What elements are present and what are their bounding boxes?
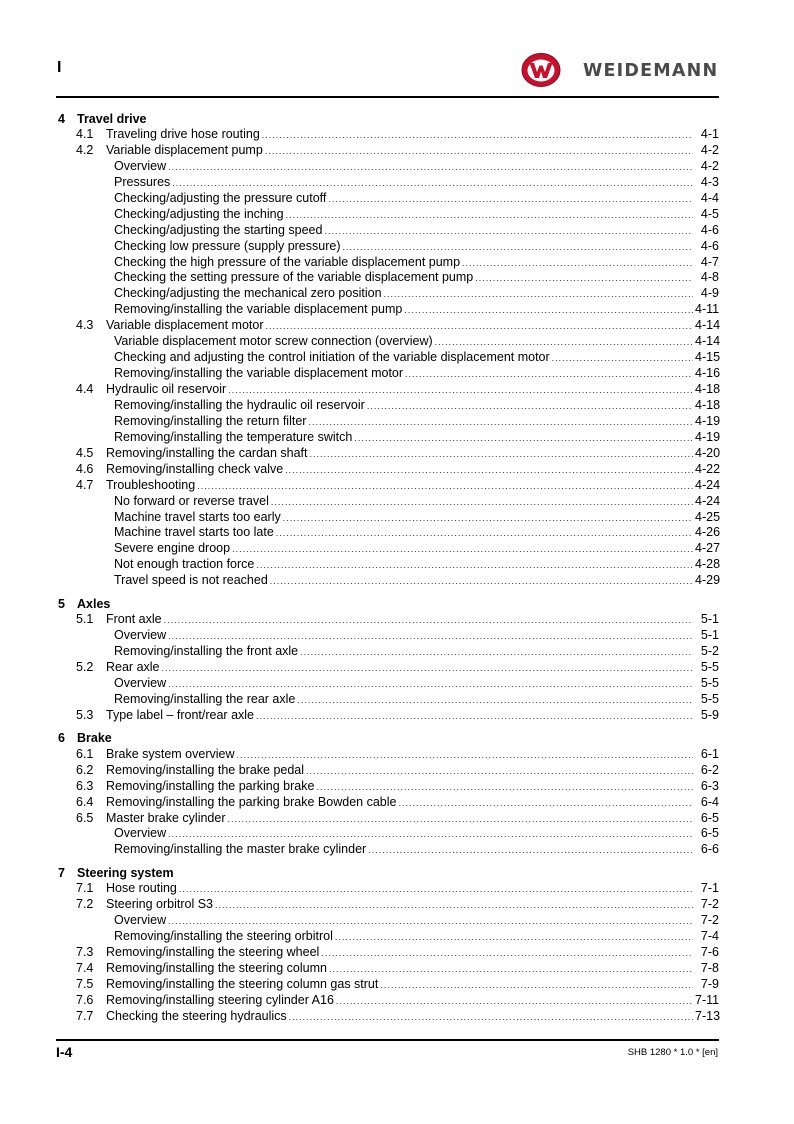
section-number: 4.5 [76, 445, 94, 460]
entry-page: 6-5 [700, 826, 719, 841]
entry-page: 7-11 [695, 992, 720, 1007]
chapter-heading[interactable] [56, 595, 720, 612]
toc-entry[interactable] [56, 660, 720, 676]
section-number: 5.2 [76, 660, 94, 674]
entry-title: Removing/installing the return filter [114, 413, 307, 428]
dot-leader [342, 240, 693, 256]
toc-entry[interactable] [56, 414, 720, 430]
toc-entry[interactable] [56, 795, 720, 811]
entry-page: 4-28 [695, 557, 721, 572]
entry-page: 4-4 [700, 190, 719, 205]
dot-leader [286, 208, 693, 224]
document-reference: SHB 1280 * 1.0 * [en] [627, 1047, 718, 1058]
dot-leader [405, 367, 693, 383]
entry-page: 4-29 [695, 573, 721, 588]
toc-entry[interactable] [56, 708, 720, 724]
toc-entry[interactable] [56, 159, 720, 175]
section-number: 6.2 [76, 762, 94, 777]
entry-title: Checking low pressure (supply pressure) [114, 238, 341, 253]
section-number: 6.3 [76, 778, 94, 793]
dot-leader [285, 463, 693, 479]
dot-leader [168, 914, 693, 930]
dot-leader [475, 271, 693, 287]
toc-entry[interactable] [56, 961, 720, 977]
dot-leader [262, 128, 693, 144]
weidemann-logo-icon [521, 52, 561, 88]
chapter-number: 6 [58, 731, 65, 746]
entry-page: 4-19 [695, 429, 721, 444]
dot-leader [265, 319, 693, 335]
entry-title: Removing/installing the parking brake [106, 778, 315, 793]
chapter-heading[interactable] [56, 110, 720, 127]
toc-chapter [56, 864, 720, 1024]
toc-entry[interactable] [56, 286, 720, 302]
entry-title: Pressures [114, 174, 171, 189]
dot-leader [552, 351, 693, 367]
section-number: 7.3 [76, 945, 94, 960]
entry-page: 6-2 [700, 762, 719, 777]
toc-entry[interactable] [56, 929, 720, 945]
section-number: 6.1 [76, 746, 94, 761]
entry-page: 4-18 [695, 397, 721, 412]
table-of-contents [56, 110, 720, 1031]
dot-leader [228, 383, 693, 399]
toc-entry[interactable] [56, 747, 720, 763]
entry-title: Removing/installing the temperature switch [114, 429, 353, 444]
chapter-heading[interactable] [56, 864, 720, 881]
section-letter: I [57, 59, 62, 76]
dot-leader [179, 882, 693, 898]
entry-page: 4-2 [700, 158, 719, 173]
entry-page: 5-2 [700, 644, 719, 659]
dot-leader [168, 629, 693, 645]
toc-entry[interactable] [56, 366, 720, 382]
entry-page: 6-3 [700, 778, 719, 793]
toc-chapter [56, 110, 720, 589]
entry-title: Overview [114, 826, 167, 841]
entry-title: Hose routing [106, 881, 177, 896]
toc-entry[interactable] [56, 302, 720, 318]
entry-title: Overview [114, 913, 167, 928]
entry-title: Brake system overview [106, 746, 235, 761]
entry-page: 4-24 [695, 477, 721, 492]
dot-leader [168, 160, 693, 176]
toc-entry[interactable] [56, 541, 720, 557]
dot-leader [276, 526, 693, 542]
chapter-title: Travel drive [77, 111, 147, 126]
dot-leader [462, 256, 693, 272]
toc-entry[interactable] [56, 478, 720, 494]
entry-page: 4-5 [700, 206, 719, 221]
section-number: 7.1 [76, 881, 94, 896]
dot-leader [404, 303, 693, 319]
dot-leader [215, 898, 693, 914]
dot-leader [435, 335, 693, 351]
section-number: 7.7 [76, 1008, 94, 1023]
entry-page: 4-6 [700, 238, 719, 253]
toc-entry[interactable] [56, 494, 720, 510]
entry-title: Checking the high pressure of the variable displacement pump [114, 254, 461, 269]
dot-leader [367, 399, 693, 415]
section-number: 4.3 [76, 318, 94, 333]
dot-leader [228, 812, 694, 828]
entry-page: 7-4 [700, 929, 719, 944]
entry-title: Removing/installing the variable displacement pump [114, 302, 403, 317]
chapter-title: Brake [77, 731, 112, 746]
entry-title: Checking/adjusting the inching [114, 206, 284, 221]
dot-leader [398, 796, 693, 812]
header-rule [56, 96, 719, 98]
dot-leader [265, 144, 693, 160]
entry-title: Removing/installing the front axle [114, 644, 299, 659]
dot-leader [329, 962, 693, 978]
chapter-number: 7 [58, 865, 65, 880]
entry-title: Removing/installing the steering orbitrol [114, 929, 333, 944]
dot-leader [289, 1010, 693, 1026]
chapter-title: Steering system [77, 865, 174, 880]
toc-entry[interactable] [56, 811, 720, 827]
toc-entry[interactable] [56, 127, 720, 143]
dot-leader [368, 843, 693, 859]
entry-title: Master brake cylinder [106, 810, 226, 825]
dot-leader [271, 495, 693, 511]
entry-title: Removing/installing the steering column gas strut [106, 976, 379, 991]
entry-page: 4-9 [700, 286, 719, 301]
section-number: 4.4 [76, 382, 94, 396]
entry-title: Type label – front/rear axle [106, 707, 254, 722]
footer-rule [56, 1039, 719, 1041]
toc-entry[interactable] [56, 462, 720, 478]
entry-page: 7-8 [700, 961, 719, 975]
toc-entry[interactable] [56, 446, 720, 462]
toc-entry[interactable] [56, 382, 720, 398]
entry-title: Traveling drive hose routing [106, 127, 260, 141]
dot-leader [168, 677, 693, 693]
dot-leader [336, 994, 693, 1010]
entry-page: 4-18 [695, 382, 721, 396]
entry-title: Removing/installing steering cylinder A16 [106, 992, 334, 1007]
chapter-number: 5 [58, 596, 65, 611]
entry-title: Checking and adjusting the control initiation of the variable displacement motor [114, 350, 550, 365]
entry-page: 4-1 [700, 127, 719, 141]
dot-leader [306, 764, 693, 780]
entry-title: Checking/adjusting the starting speed [114, 222, 323, 237]
toc-entry[interactable] [56, 557, 720, 573]
entry-title: Machine travel starts too early [114, 509, 281, 524]
dot-leader [324, 224, 693, 240]
entry-title: Removing/installing the brake pedal [106, 762, 305, 777]
entry-page: 4-14 [695, 318, 721, 333]
entry-title: Variable displacement pump [106, 142, 263, 157]
entry-page: 6-6 [700, 842, 719, 857]
entry-page: 4-16 [695, 366, 721, 381]
dot-leader [316, 780, 693, 796]
toc-entry[interactable] [56, 779, 720, 795]
chapter-title: Axles [77, 596, 111, 611]
entry-title: Removing/installing the cardan shaft [106, 445, 308, 460]
toc-entry[interactable] [56, 350, 720, 366]
dot-leader [321, 946, 693, 962]
dot-leader [168, 827, 693, 843]
entry-page: 5-5 [700, 691, 719, 706]
entry-title: Variable displacement motor screw connection (overview) [114, 334, 433, 349]
entry-title: Troubleshooting [106, 477, 196, 492]
brand-wordmark: WEIDEMANN [583, 61, 719, 81]
entry-page: 4-24 [695, 493, 721, 508]
section-number: 7.5 [76, 976, 94, 991]
toc-entry[interactable] [56, 510, 720, 526]
entry-title: Checking the setting pressure of the variable displacement pump [114, 270, 474, 285]
entry-title: Checking the steering hydraulics [106, 1008, 287, 1023]
section-number: 6.5 [76, 810, 94, 825]
entry-page: 4-20 [695, 445, 721, 460]
entry-page: 4-27 [695, 541, 721, 556]
chapter-heading[interactable] [56, 730, 720, 747]
dot-leader [232, 542, 693, 558]
toc-chapter [56, 595, 720, 724]
entry-page: 7-6 [700, 945, 719, 960]
dot-leader [380, 978, 693, 994]
toc-entry[interactable] [56, 239, 720, 255]
entry-page: 7-2 [700, 897, 719, 912]
entry-page: 4-3 [700, 174, 719, 189]
dot-leader [308, 415, 693, 431]
section-number: 4.1 [76, 127, 94, 141]
toc-entry[interactable] [56, 573, 720, 589]
toc-entry[interactable] [56, 993, 720, 1009]
entry-page: 4-2 [700, 142, 719, 157]
entry-title: Removing/installing the steering wheel [106, 945, 320, 960]
toc-entry[interactable] [56, 334, 720, 350]
toc-entry[interactable] [56, 977, 720, 993]
dot-leader [256, 558, 693, 574]
dot-leader [270, 574, 693, 590]
section-number: 4.6 [76, 461, 94, 476]
section-number: 4.2 [76, 142, 94, 157]
dot-leader [310, 447, 693, 463]
entry-page: 5-5 [700, 660, 719, 674]
toc-entry[interactable] [56, 1009, 720, 1025]
section-number: 7.6 [76, 992, 94, 1007]
entry-title: Removing/installing the rear axle [114, 691, 296, 706]
entry-title: Checking/adjusting the pressure cutoff [114, 190, 327, 205]
entry-title: Removing/installing check valve [106, 461, 284, 476]
entry-title: Severe engine droop [114, 541, 231, 556]
toc-entry[interactable] [56, 644, 720, 660]
section-number: 5.3 [76, 707, 94, 722]
toc-entry[interactable] [56, 826, 720, 842]
entry-page: 4-7 [700, 254, 719, 269]
entry-page: 5-1 [700, 612, 719, 627]
toc-entry[interactable] [56, 763, 720, 779]
toc-entry[interactable] [56, 207, 720, 223]
section-number: 6.4 [76, 794, 94, 809]
toc-entry[interactable] [56, 676, 720, 692]
entry-page: 4-14 [695, 334, 721, 349]
entry-page: 7-13 [695, 1008, 721, 1023]
toc-entry[interactable] [56, 223, 720, 239]
page-number: I-4 [56, 1044, 73, 1060]
toc-entry[interactable] [56, 897, 720, 913]
entry-title: Hydraulic oil reservoir [106, 382, 227, 396]
entry-page: 6-5 [700, 810, 719, 825]
dot-leader [384, 287, 693, 303]
toc-entry[interactable] [56, 270, 720, 286]
dot-leader [283, 511, 693, 527]
toc-entry[interactable] [56, 255, 720, 271]
toc-entry[interactable] [56, 143, 720, 159]
entry-page: 4-19 [695, 413, 721, 428]
dot-leader [300, 645, 693, 661]
dot-leader [197, 479, 693, 495]
toc-entry[interactable] [56, 398, 720, 414]
entry-page: 4-26 [695, 525, 721, 540]
dot-leader [297, 693, 693, 709]
entry-page: 6-1 [700, 746, 719, 761]
entry-title: Front axle [106, 612, 162, 627]
entry-title: Removing/installing the master brake cylinder [114, 842, 367, 857]
section-number: 5.1 [76, 612, 94, 627]
toc-entry[interactable] [56, 842, 720, 858]
entry-page: 7-1 [700, 881, 719, 896]
entry-page: 7-2 [700, 913, 719, 928]
dot-leader [164, 613, 693, 629]
entry-title: Not enough traction force [114, 557, 255, 572]
entry-title: Overview [114, 675, 167, 690]
chapter-number: 4 [58, 111, 65, 126]
toc-entry[interactable] [56, 913, 720, 929]
entry-page: 4-25 [695, 509, 721, 524]
entry-title: Variable displacement motor [106, 318, 264, 333]
entry-title: Checking/adjusting the mechanical zero position [114, 286, 382, 301]
entry-title: Rear axle [106, 660, 160, 674]
entry-title: Steering orbitrol S3 [106, 897, 214, 912]
entry-page: 5-9 [700, 707, 719, 722]
toc-entry[interactable] [56, 175, 720, 191]
entry-page: 4-15 [695, 350, 721, 365]
toc-entry[interactable] [56, 191, 720, 207]
entry-title: Removing/installing the steering column [106, 961, 327, 975]
entry-title: Overview [114, 158, 167, 173]
entry-title: Removing/installing the hydraulic oil reservoir [114, 397, 365, 412]
dot-leader [354, 431, 693, 447]
toc-entry[interactable] [56, 628, 720, 644]
entry-page: 4-8 [700, 270, 719, 285]
section-number: 7.4 [76, 961, 94, 975]
entry-title: No forward or reverse travel [114, 493, 269, 508]
entry-page: 5-1 [700, 628, 719, 643]
entry-page: 4-11 [695, 302, 720, 317]
dot-leader [256, 709, 693, 725]
section-number: 4.7 [76, 477, 94, 492]
toc-entry[interactable] [56, 525, 720, 541]
entry-page: 6-4 [700, 794, 719, 809]
dot-leader [162, 661, 694, 677]
toc-entry[interactable] [56, 945, 720, 961]
dot-leader [172, 176, 693, 192]
section-number: 7.2 [76, 897, 94, 912]
entry-title: Removing/installing the variable displacement motor [114, 366, 404, 381]
entry-page: 5-5 [700, 675, 719, 690]
entry-title: Travel speed is not reached [114, 573, 268, 588]
entry-title: Removing/installing the parking brake Bowden cable [106, 794, 397, 809]
toc-entry[interactable] [56, 612, 720, 628]
entry-title: Overview [114, 628, 167, 643]
dot-leader [237, 748, 693, 764]
entry-page: 4-22 [695, 461, 721, 476]
toc-entry[interactable] [56, 318, 720, 334]
entry-title: Machine travel starts too late [114, 525, 274, 540]
entry-page: 7-9 [700, 976, 719, 991]
dot-leader [335, 930, 693, 946]
dot-leader [328, 192, 693, 208]
toc-entry[interactable] [56, 692, 720, 708]
toc-entry[interactable] [56, 881, 720, 897]
toc-chapter [56, 730, 720, 859]
toc-entry[interactable] [56, 430, 720, 446]
entry-page: 4-6 [700, 222, 719, 237]
